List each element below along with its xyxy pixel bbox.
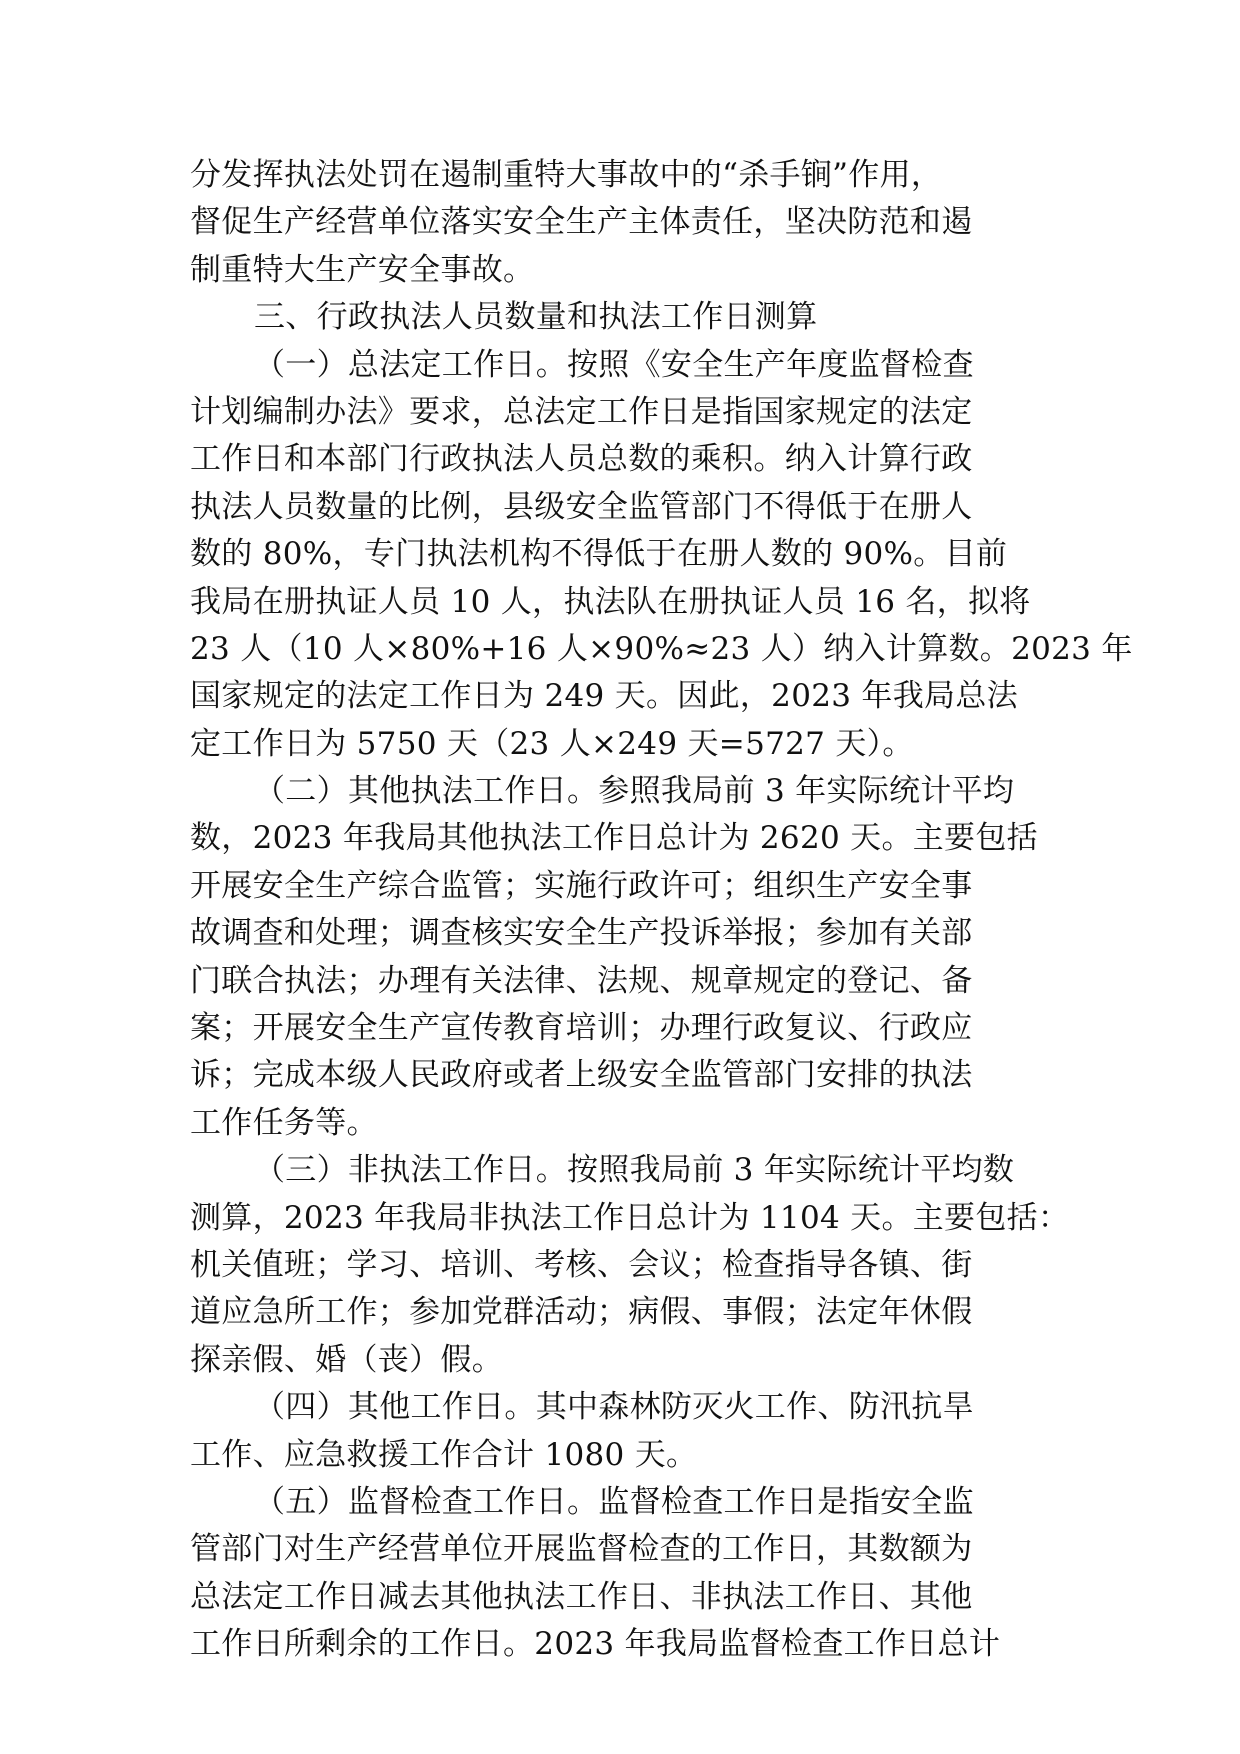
- subsection-heading: （三）非执法工作日。按照我局前 3 年实际统计平均数: [254, 1152, 1015, 1189]
- text-line: 工作任务等。: [190, 1104, 378, 1141]
- subsection-heading: （五）监督检查工作日。监督检查工作日是指安全监: [254, 1483, 974, 1520]
- text-line: 执法人员数量的比例，县级安全监管部门不得低于在册人: [190, 488, 973, 525]
- text-line: 我局在册执证人员 10 人，执法队在册执证人员 16 名，拟将: [190, 583, 1031, 620]
- text-line: 探亲假、婚（丧）假。: [190, 1341, 503, 1378]
- text-line: 总法定工作日减去其他执法工作日、非执法工作日、其他: [190, 1578, 973, 1615]
- text-line: 故调查和处理；调查核实安全生产投诉举报；参加有关部: [190, 915, 973, 952]
- text-line: 案；开展安全生产宣传教育培训；办理行政复议、行政应: [190, 1010, 973, 1047]
- text-line: 测算，2023 年我局非执法工作日总计为 1104 天。主要包括：: [190, 1199, 1070, 1236]
- subsection-heading: （四）其他工作日。其中森林防灭火工作、防汛抗旱: [254, 1389, 974, 1426]
- text-line: 道应急所工作；参加党群活动；病假、事假；法定年休假: [190, 1294, 973, 1331]
- text-line: 门联合执法；办理有关法律、法规、规章规定的登记、备: [190, 962, 973, 999]
- text-line: 计划编制办法》要求，总法定工作日是指国家规定的法定: [190, 393, 973, 430]
- text-line: 开展安全生产综合监管；实施行政许可；组织生产安全事: [190, 867, 973, 904]
- text-line: 23 人（10 人×80%+16 人×90%≈23 人）纳入计算数。2023 年: [190, 630, 1133, 667]
- text-line: 督促生产经营单位落实安全生产主体责任，坚决防范和遏: [190, 204, 973, 241]
- subsection-heading: （一）总法定工作日。按照《安全生产年度监督检查: [254, 346, 974, 383]
- text-line: 管部门对生产经营单位开展监督检查的工作日，其数额为: [190, 1531, 973, 1568]
- text-line: 国家规定的法定工作日为 249 天。因此，2023 年我局总法: [190, 678, 1018, 715]
- body-text: [190, 152, 1133, 1669]
- text-line: 分发挥执法处罚在遏制重特大事故中的“杀手锏”作用，: [190, 157, 943, 193]
- section-heading: 三、行政执法人员数量和执法工作日测算: [254, 299, 818, 336]
- text-line: 工作日所剩余的工作日。2023 年我局监督检查工作日总计: [190, 1626, 1001, 1663]
- subsection-heading: （二）其他执法工作日。参照我局前 3 年实际统计平均: [254, 773, 1015, 810]
- text-line: 制重特大生产安全事故。: [190, 251, 535, 288]
- text-line: 工作、应急救援工作合计 1080 天。: [190, 1436, 698, 1473]
- text-line: 数的 80%，专门执法机构不得低于在册人数的 90%。目前: [190, 536, 1008, 573]
- text-line: 工作日和本部门行政执法人员总数的乘积。纳入计算行政: [190, 441, 973, 478]
- text-line: 数，2023 年我局其他执法工作日总计为 2620 天。主要包括: [190, 820, 1038, 857]
- text-line: 定工作日为 5750 天（23 人×249 天=5727 天）。: [190, 725, 914, 762]
- text-line: 机关值班；学习、培训、考核、会议；检查指导各镇、街: [190, 1246, 973, 1283]
- text-line: 诉；完成本级人民政府或者上级安全监管部门安排的执法: [190, 1057, 973, 1094]
